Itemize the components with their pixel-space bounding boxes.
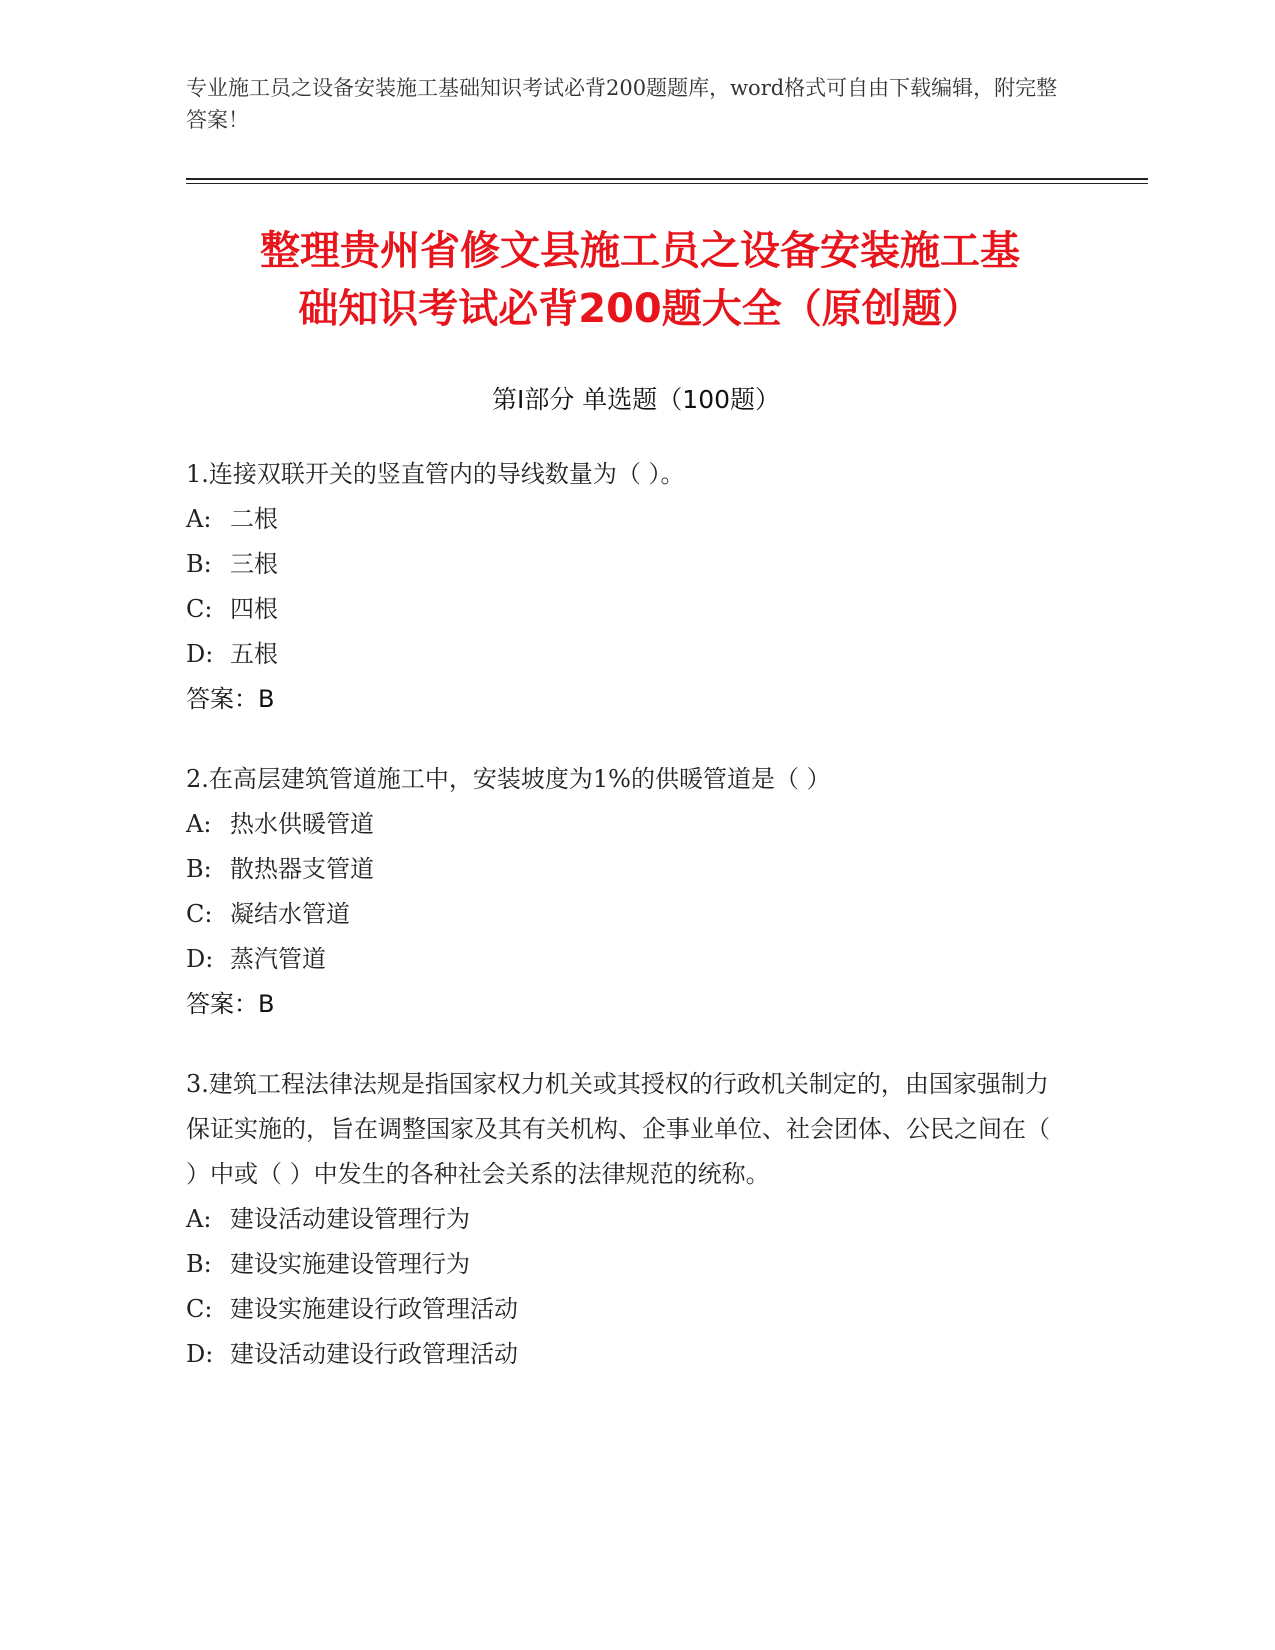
option-letter: B:	[186, 855, 212, 883]
question-2-answer: 答案：B	[186, 990, 275, 1018]
option-text: 建设实施建设行政管理活动	[230, 1295, 518, 1323]
question-1	[186, 452, 1066, 722]
option-letter: B:	[186, 1250, 212, 1278]
option-letter: C:	[186, 1295, 213, 1323]
option-letter: D:	[186, 640, 214, 668]
option-letter: A:	[186, 810, 212, 838]
document-title	[180, 222, 1100, 338]
option-letter: B:	[186, 550, 212, 578]
question-2-option-c	[186, 892, 1066, 937]
question-2-option-b	[186, 847, 1066, 892]
question-1-option-a	[186, 497, 1066, 542]
question-2-text: 2.在高层建筑管道施工中，安装坡度为1%的供暖管道是（ ）	[186, 765, 831, 793]
question-1-option-b	[186, 542, 1066, 587]
option-text: 蒸汽管道	[230, 945, 326, 973]
question-2	[186, 757, 1066, 1027]
option-letter: D:	[186, 1340, 214, 1368]
document-title-line-1: 整理贵州省修文县施工员之设备安装施工基	[260, 228, 1020, 274]
question-1-option-d	[186, 632, 1066, 677]
question-2-option-d	[186, 937, 1066, 982]
option-letter: D:	[186, 945, 214, 973]
header-note: 专业施工员之设备安装施工基础知识考试必背200题题库，word格式可自由下载编辑，附完整答案！	[186, 76, 1058, 132]
header-divider-thick	[186, 178, 1148, 180]
option-text: 四根	[230, 595, 278, 623]
question-2-option-a	[186, 802, 1066, 847]
header-divider-thin	[186, 183, 1148, 184]
question-3-option-d	[186, 1332, 1066, 1377]
option-letter: A:	[186, 1205, 212, 1233]
option-letter: C:	[186, 595, 213, 623]
option-text: 建设活动建设行政管理活动	[230, 1340, 518, 1368]
option-text: 建设活动建设管理行为	[230, 1205, 470, 1233]
section-title: 第Ⅰ部分 单选题（100题）	[491, 385, 781, 414]
question-3-text: 3.建筑工程法律法规是指国家权力机关或其授权的行政机关制定的，由国家强制力保证实施的，旨在调整国家及其有关机构、企事业单位、社会团体、公民之间在（ ）中或（ ）中发生的各种社会关系的法律规范的统称。	[186, 1070, 1050, 1188]
question-3	[186, 1062, 1066, 1377]
question-3-option-b	[186, 1242, 1066, 1287]
question-1-text: 1.连接双联开关的竖直管内的导线数量为（ ）。	[186, 460, 685, 488]
question-3-option-a	[186, 1197, 1066, 1242]
option-text: 凝结水管道	[230, 900, 350, 928]
option-text: 五根	[230, 640, 278, 668]
option-text: 热水供暖管道	[230, 810, 374, 838]
question-3-option-c	[186, 1287, 1066, 1332]
option-text: 三根	[230, 550, 278, 578]
question-1-answer: 答案：B	[186, 685, 275, 713]
option-letter: A:	[186, 505, 212, 533]
option-text: 建设实施建设管理行为	[230, 1250, 470, 1278]
question-1-option-c	[186, 587, 1066, 632]
document-title-line-2: 础知识考试必背200题大全（原创题）	[298, 286, 982, 332]
option-text: 散热器支管道	[230, 855, 374, 883]
option-text: 二根	[230, 505, 278, 533]
option-letter: C:	[186, 900, 213, 928]
